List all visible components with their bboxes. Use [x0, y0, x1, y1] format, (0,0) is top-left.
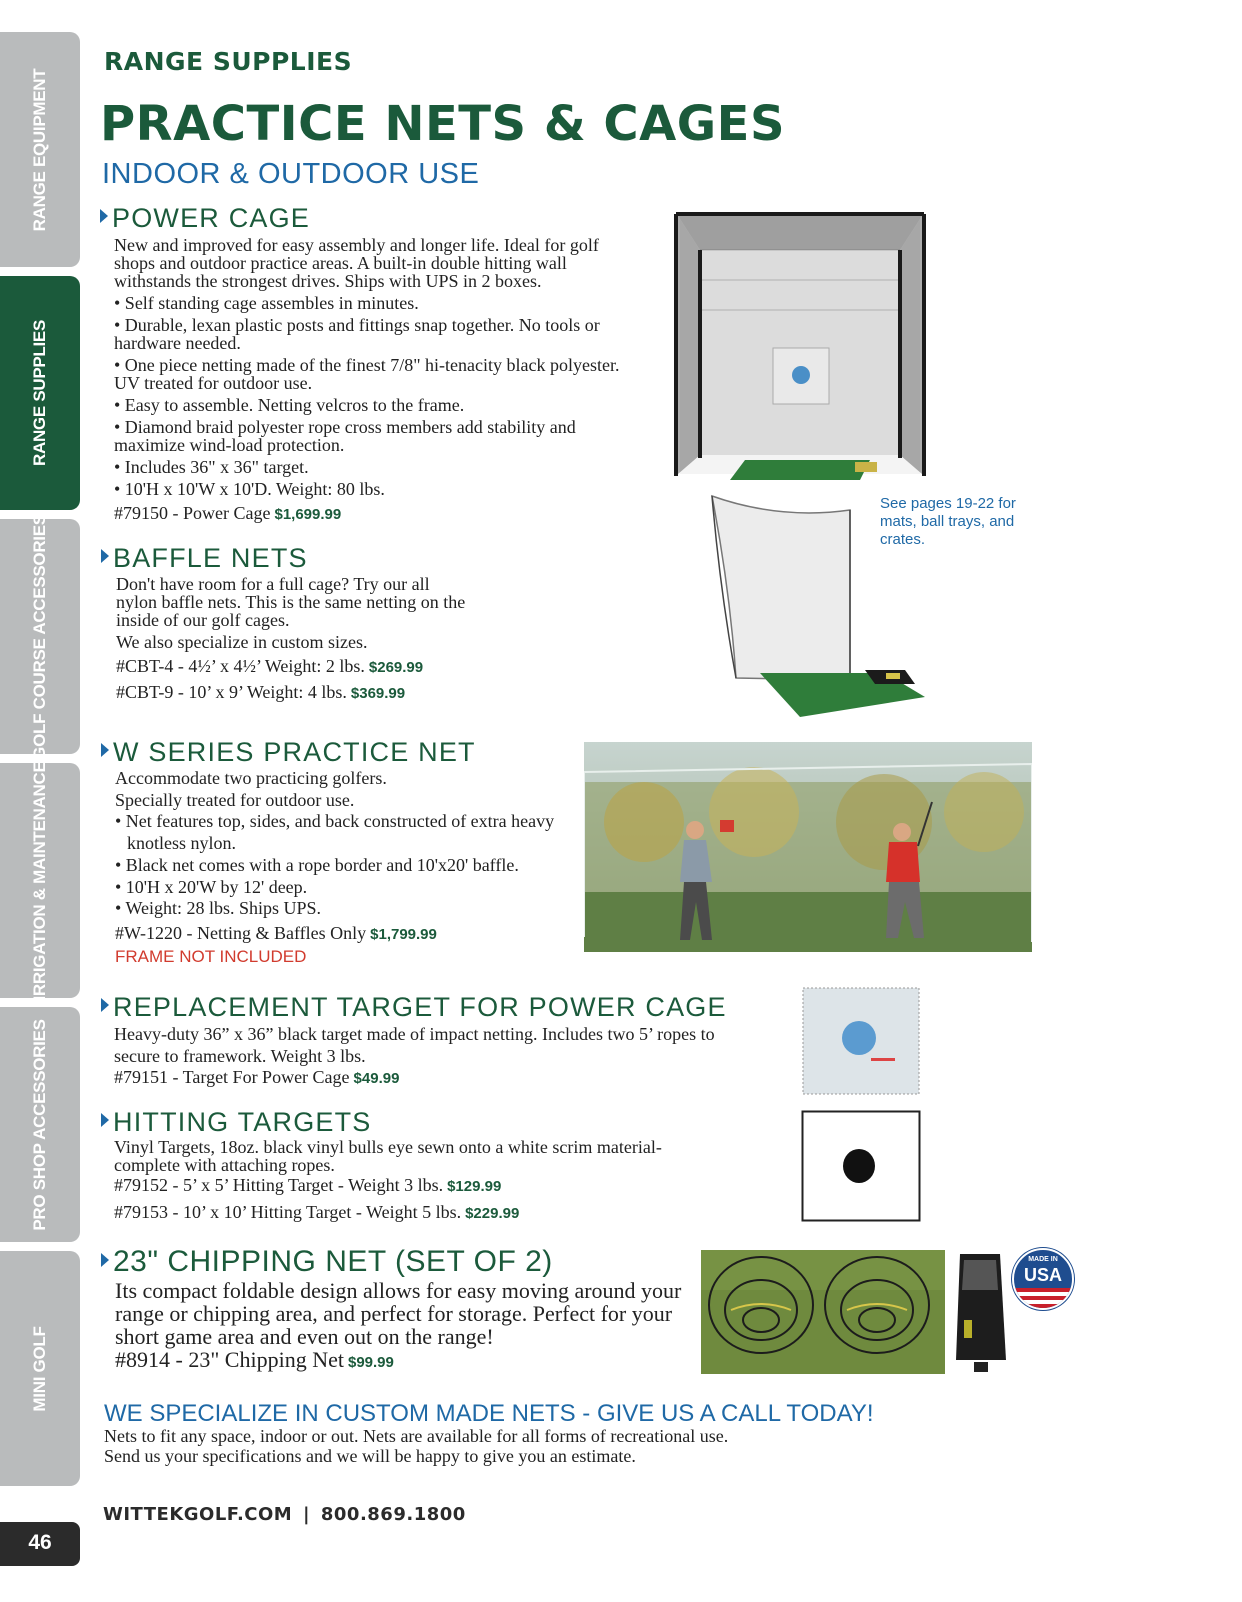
custom-nets-body [104, 1426, 728, 1466]
power-cage-sku-line [114, 504, 624, 524]
hitting-targets-sku: #79152 - 5’ x 5’ Hitting Target - Weight 3 lbs. [114, 1175, 444, 1195]
arrow-right-icon [101, 1253, 109, 1267]
tab-golf-course-accessories[interactable] [0, 513, 80, 760]
baffle-nets-item [116, 657, 471, 677]
power-cage-price: $1,699.99 [274, 506, 342, 523]
power-cage-bullet: • Durable, lexan plastic posts and fittings snap together. No tools or hardware needed. [114, 315, 600, 353]
tab-label: GOLF COURSE ACCESSORIES [30, 513, 49, 760]
custom-nets-line2: Send us your specifications and we will be happy to give you an estimate. [104, 1446, 636, 1466]
w-series-bullet: • 10'H x 20'W by 12' deep. [115, 876, 308, 897]
arrow-right-icon [101, 549, 109, 563]
w-series-bullet: • Black net comes with a rope border and 10'x20' baffle. [115, 854, 519, 875]
w-series-title-text: W SERIES PRACTICE NET [113, 737, 476, 767]
hitting-targets-desc: Vinyl Targets, 18oz. black vinyl bulls eye sewn onto a white scrim material-complete with attaching ropes. [114, 1137, 662, 1175]
baffle-nets-custom: We also specialize in custom sizes. [116, 632, 368, 652]
power-cage-body [114, 236, 624, 524]
footer [103, 1504, 466, 1525]
w-series-price: $1,799.99 [370, 925, 437, 943]
power-cage-bullet: • Self standing cage assembles in minutes. [114, 293, 419, 313]
replacement-target-title [101, 992, 727, 1023]
baffle-nets-sku: #CBT-4 - 4½’ x 4½’ Weight: 2 lbs. [116, 656, 365, 676]
tab-range-equipment[interactable] [0, 32, 80, 267]
made-in-text: MADE IN [1028, 1256, 1058, 1263]
w-series-line2: Specially treated for outdoor use. [115, 789, 355, 810]
baffle-nets-price: $269.99 [368, 659, 424, 676]
tab-irrigation-maintenance[interactable] [0, 763, 80, 998]
replacement-target-body [114, 1024, 754, 1090]
w-series-sku-line [115, 923, 565, 946]
footer-separator: | [303, 1504, 311, 1525]
chipping-net-sku: #8914 - 23" Chipping Net [115, 1347, 344, 1372]
page-subtitle: INDOOR & OUTDOOR USE [102, 158, 480, 190]
footer-phone[interactable]: 800.869.1800 [320, 1504, 466, 1525]
hitting-targets-title [101, 1107, 372, 1138]
power-cage-intro: New and improved for easy assembly and longer life. Ideal for golf shops and outdoor practice areas. A built-in double hitting wall withstands the strongest drives. Ships with UPS in 2 boxes. [114, 235, 599, 291]
chipping-net-body [115, 1279, 685, 1374]
chipping-net-photo [701, 1250, 945, 1374]
w-series-bullet: • Net features top, sides, and back constructed of extra heavy knotless nylon. [115, 811, 555, 854]
replacement-target-desc: Heavy-duty 36” x 36” black target made of impact netting. Includes two 5’ ropes to secure to framework. Weight 3 lbs. [114, 1024, 715, 1066]
tab-label: IRRIGATION & MAINTENANCE [30, 761, 49, 1000]
usa-text: USA [1023, 1265, 1062, 1285]
power-cage-bullet: • One piece netting made of the finest 7/8" hi-tenacity black polyester. UV treated for outdoor use. [114, 355, 620, 393]
arrow-right-icon [100, 209, 108, 223]
hitting-targets-item [114, 1176, 714, 1196]
tab-label: RANGE SUPPLIES [30, 320, 49, 466]
replacement-target-image [801, 986, 921, 1096]
baffle-nets-price: $369.99 [350, 685, 406, 702]
tab-label: RANGE EQUIPMENT [30, 68, 49, 231]
power-cage-bullet: • Includes 36" x 36" target. [114, 457, 309, 477]
page-number: 46 [28, 1531, 52, 1554]
w-series-warning: FRAME NOT INCLUDED [115, 946, 307, 966]
power-cage-title [100, 203, 310, 234]
tab-pro-shop-accessories[interactable] [0, 1007, 80, 1242]
arrow-right-icon [101, 998, 109, 1012]
tab-label: MINI GOLF [30, 1325, 49, 1412]
power-cage-bullet: • Easy to assemble. Netting velcros to the frame. [114, 395, 465, 415]
carry-bag-image [950, 1250, 1010, 1374]
replacement-target-price: $49.99 [353, 1070, 400, 1087]
section-label: RANGE SUPPLIES [104, 47, 353, 76]
w-series-body [115, 768, 565, 967]
hitting-targets-title-text: HITTING TARGETS [113, 1107, 372, 1137]
power-cage-title-text: POWER CAGE [112, 203, 311, 233]
tab-label: PRO SHOP ACCESSORIES [30, 1018, 49, 1231]
tab-range-supplies[interactable] [0, 276, 80, 510]
w-series-title [101, 737, 476, 768]
power-cage-bullet: • 10'H x 10'W x 10'D. Weight: 80 lbs. [114, 479, 385, 499]
w-series-line1: Accommodate two practicing golfers. [115, 768, 387, 788]
power-cage-bullet: • Diamond braid polyester rope cross members add stability and maximize wind-load protection. [114, 417, 576, 455]
replacement-target-title-text: REPLACEMENT TARGET FOR POWER CAGE [113, 992, 727, 1022]
chipping-net-price: $99.99 [347, 1354, 394, 1371]
w-series-bullet: • Weight: 28 lbs. Ships UPS. [115, 898, 322, 919]
chipping-net-desc: Its compact foldable design allows for easy moving around your range or chipping area, and perfect for storage. Perfect for your short game area and even out on the range! [115, 1278, 682, 1349]
hitting-targets-body [114, 1138, 714, 1223]
hitting-targets-price: $229.99 [465, 1205, 520, 1222]
baffle-nets-sku: #CBT-9 - 10’ x 9’ Weight: 4 lbs. [116, 682, 347, 702]
baffle-nets-title-text: BAFFLE NETS [113, 543, 308, 573]
page-number-box [0, 1522, 80, 1566]
made-in-usa-badge [1012, 1248, 1074, 1310]
mats-reference-note: See pages 19-22 for mats, ball trays, and crates. [880, 495, 1016, 548]
hitting-targets-sku: #79153 - 10’ x 10’ Hitting Target - Weight 5 lbs. [114, 1202, 462, 1222]
baffle-nets-body [116, 575, 471, 703]
baffle-net-image [700, 490, 930, 720]
chipping-net-sku-line [115, 1348, 685, 1374]
tab-mini-golf[interactable] [0, 1251, 80, 1486]
hitting-targets-price: $129.99 [447, 1178, 502, 1195]
arrow-right-icon [101, 1113, 109, 1127]
chipping-net-title [101, 1245, 553, 1279]
power-cage-sku: #79150 - Power Cage [114, 503, 271, 523]
baffle-nets-intro: Don't have room for a full cage? Try our all nylon baffle nets. This is the same netting on the inside of our golf cages. [116, 574, 466, 630]
baffle-nets-item [116, 683, 471, 703]
w-series-sku: #W-1220 - Netting & Baffles Only [115, 922, 367, 943]
arrow-right-icon [101, 743, 109, 757]
replacement-target-sku-line [114, 1067, 754, 1090]
w-series-photo [584, 742, 1032, 952]
hitting-target-image [801, 1110, 921, 1222]
chipping-net-title-text: 23" CHIPPING NET (SET OF 2) [113, 1245, 553, 1278]
replacement-target-sku: #79151 - Target For Power Cage [114, 1067, 350, 1087]
custom-nets-line1: Nets to fit any space, indoor or out. Nets are available for all forms of recreational use. [104, 1426, 729, 1446]
power-cage-image [660, 210, 940, 485]
page-title: PRACTICE NETS & CAGES [100, 96, 786, 152]
custom-nets-headline: WE SPECIALIZE IN CUSTOM MADE NETS - GIVE US A CALL TODAY! [104, 1400, 874, 1427]
baffle-nets-title [101, 543, 308, 574]
hitting-targets-item [114, 1203, 714, 1223]
footer-website-link[interactable]: WITTEKGOLF.COM [103, 1504, 293, 1525]
